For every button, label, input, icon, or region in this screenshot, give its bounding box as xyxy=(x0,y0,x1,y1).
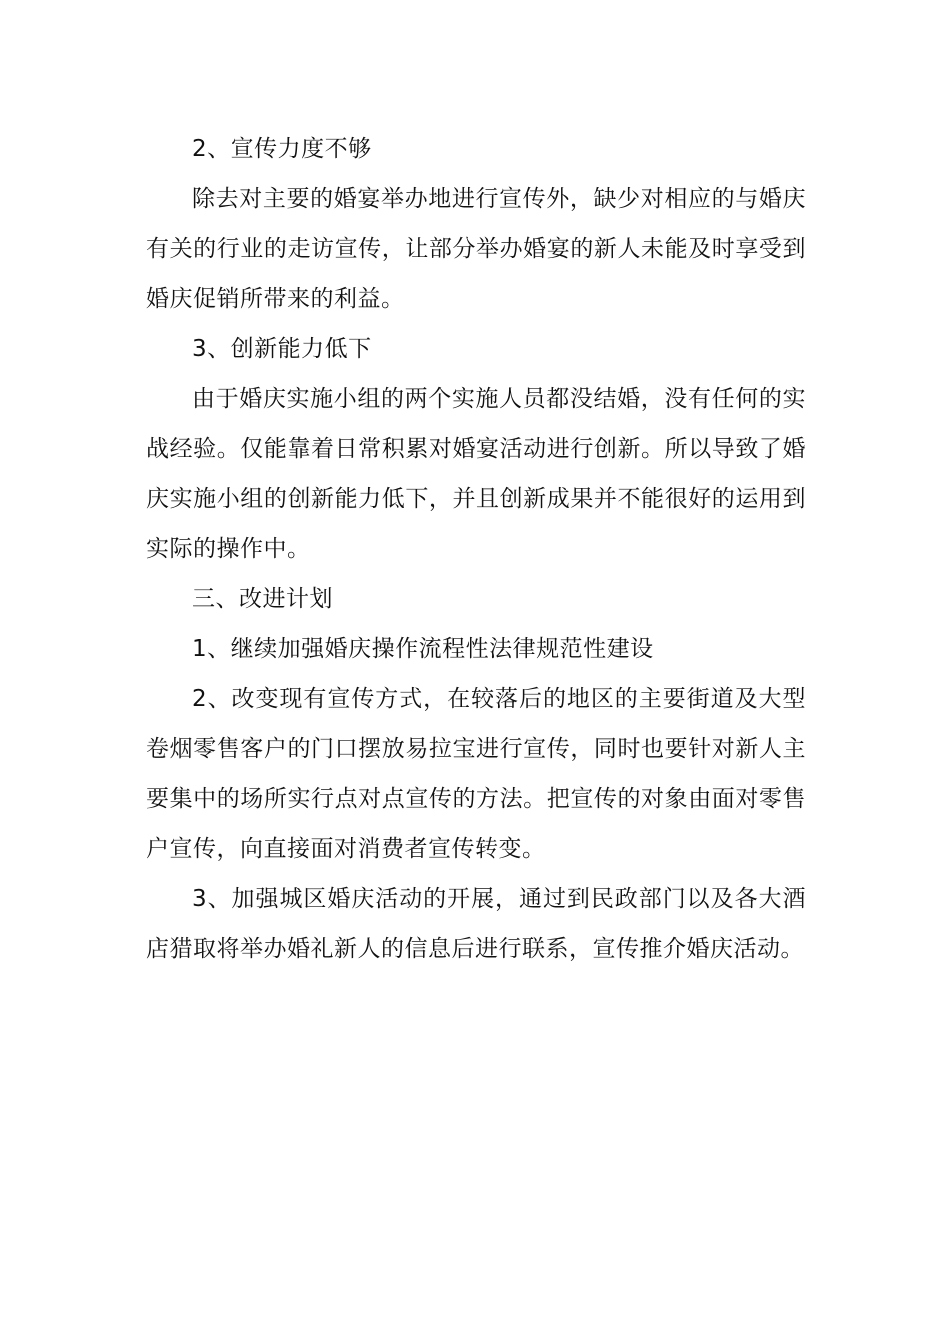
section-heading-innovation: 3、创新能力低下 xyxy=(192,336,372,362)
plan-item-2: 2、改变现有宣传方式，在较落后的地区的主要街道及大型卷烟零售客户的门口摆放易拉宝进行宣传，同时也要针对新人主要集中的场所实行点对点宣传的方法。把宣传的对象由面对零售户宣传，向直接面对消费者宣传转变。 xyxy=(146,686,806,862)
paragraph-innovation: 由于婚庆实施小组的两个实施人员都没结婚，没有任何的实战经验。仅能靠着日常积累对婚宴活动进行创新。所以导致了婚庆实施小组的创新能力低下，并且创新成果并不能很好的运用到实际的操作中。 xyxy=(146,386,806,562)
plan-item-1: 1、继续加强婚庆操作流程性法律规范性建设 xyxy=(192,636,654,662)
section-heading-improvement-plan: 三、改进计划 xyxy=(192,586,333,612)
section-heading-publicity: 2、宣传力度不够 xyxy=(192,136,372,162)
document-body xyxy=(146,124,806,974)
plan-item-3: 3、加强城区婚庆活动的开展，通过到民政部门以及各大酒店猎取将举办婚礼新人的信息后进行联系，宣传推介婚庆活动。 xyxy=(146,886,806,962)
paragraph-publicity: 除去对主要的婚宴举办地进行宣传外，缺少对相应的与婚庆有关的行业的走访宣传，让部分举办婚宴的新人未能及时享受到婚庆促销所带来的利益。 xyxy=(146,186,806,312)
